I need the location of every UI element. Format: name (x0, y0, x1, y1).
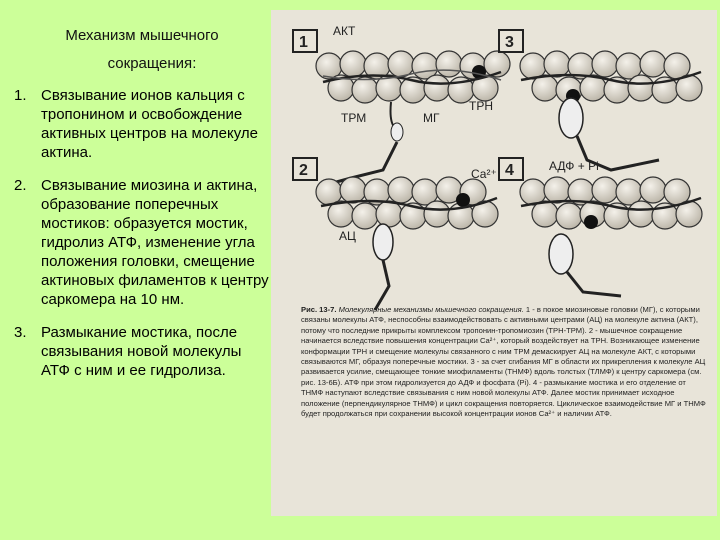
step-text: Связывание миозина и актина, образование поперечных мостиков: образуется мостик, гидролиз АТФ, изменение угла положения головки, смещение актиновых филаментов к центру саркомера на 10 нм. (41, 177, 269, 308)
svg-text:4: 4 (505, 162, 514, 179)
svg-text:МГ: МГ (423, 111, 440, 125)
figure-diagram (271, 10, 717, 516)
title-line-1: Механизм мышечного (65, 27, 219, 44)
steps-list (14, 86, 270, 394)
svg-text:ТРМ: ТРМ (341, 111, 367, 125)
list-item (14, 86, 270, 162)
slide-title (22, 22, 262, 78)
svg-text:ТРН: ТРН (469, 99, 493, 113)
figure-caption (301, 305, 709, 419)
step-text: Размыкание мостика, после связывания новой молекулы АТФ с ним и ее гидролиза. (41, 324, 242, 379)
svg-text:АКТ: АКТ (333, 24, 356, 38)
panel-4 (499, 158, 702, 296)
panel-1 (293, 24, 510, 184)
list-item (14, 323, 270, 380)
step-number: 3. (14, 324, 27, 341)
step-number: 1. (14, 87, 27, 104)
textbook-figure (271, 10, 717, 516)
caption-title-italic: Молекулярные механизмы мышечного сокращения. (338, 305, 524, 314)
step-text: Связывание ионов кальция с тропонином и освобождение активных центров на молекуле актина. (41, 87, 258, 161)
svg-text:Са²⁺: Са²⁺ (471, 167, 497, 181)
caption-title: Рис. 13-7. (301, 305, 337, 314)
caption-text: 1 - в покое миозиновые головки (МГ), с которыми связаны молекулы АТФ, неспособны взаимодействовать с активными центрами (АЦ) на молекуле актина (АКТ), потому что последние прикрыты комплексом тропонин-тропомиозин (ТРН-ТРМ). 2 - мышечное сокращение начинается вследствие повышения концентрации Са²⁺, который воздействует на ТРН. Возникающее изменение конформации ТРН и смещение молекулы связанного с ним ТРМ демаскирует АЦ на молекуле АКТ, с которыми связываются МГ, образуя поперечные мостики. 3 - за счет сгибания МГ в области их прикрепления к молекуле АЦ развивается усилие, смещающее тонкие миофиламенты (ТНМФ) вдоль толстых (ТЛМФ) к центру саркомера (см. рис. 13-6Б). АТФ при этом гидролизуется до АДФ и фосфата (Pi). 4 - размыкание мостика и его отделение от ТНМФ наступают вследствие связывания с ним новой молекулы АТФ. Далее мостик принимает исходное положение (перпендикулярное ТНМФ) и цикл сокращения повторяется. Циклическое взаимодействие МГ и ТНМФ будет продолжаться при сохранении высокой концентрации ионов Са²⁺ и наличии АТФ. (301, 305, 706, 419)
svg-text:АДФ + Pi: АДФ + Pi (549, 159, 599, 173)
panel-3 (499, 30, 702, 173)
title-line-2: сокращения: (107, 55, 197, 72)
panel-2 (293, 158, 498, 310)
list-item (14, 176, 270, 309)
svg-text:1: 1 (299, 34, 308, 51)
svg-text:АЦ: АЦ (339, 229, 356, 243)
svg-text:2: 2 (299, 162, 308, 179)
svg-text:3: 3 (505, 34, 514, 51)
step-number: 2. (14, 177, 27, 194)
